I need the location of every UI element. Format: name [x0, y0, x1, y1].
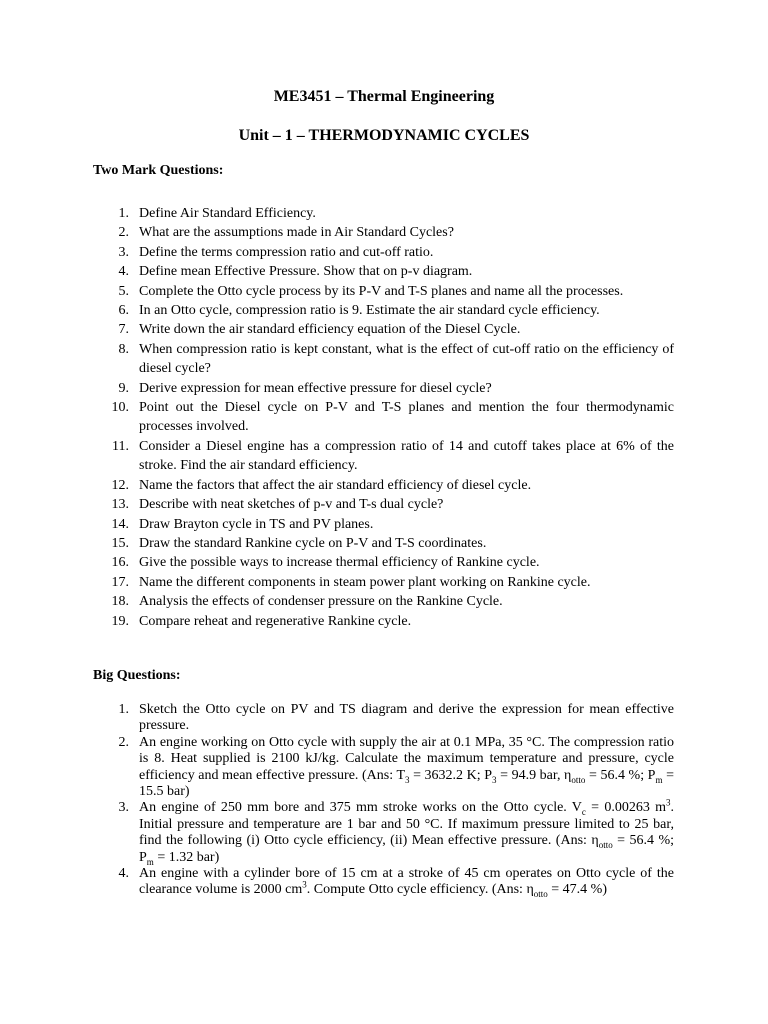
item-number: 5. — [118, 283, 129, 299]
list-item — [93, 735, 674, 801]
item-text: In an Otto cycle, compression ratio is 9. Estimate the air standard cycle efficiency. — [139, 303, 600, 319]
list-item — [93, 243, 674, 262]
item-text: Consider a Diesel engine has a compression ratio of 14 and cutoff takes place at 6% of the stroke. Find the air standard efficiency. — [139, 438, 674, 474]
two-mark-list — [93, 204, 674, 631]
list-item — [93, 592, 674, 611]
item-text: Define Air Standard Efficiency. — [139, 206, 316, 221]
item-text: Compare reheat and regenerative Rankine cycle. — [139, 613, 412, 629]
item-text: Name the factors that affect the air standard efficiency of diesel cycle. — [139, 477, 532, 493]
list-item — [93, 515, 674, 534]
item-number: 8. — [118, 341, 129, 357]
item-text: Complete the Otto cycle process by its P-V and T-S planes and name all the processes. — [139, 283, 624, 299]
list-item — [93, 282, 674, 301]
item-number: 14. — [111, 516, 129, 532]
item-number: 2. — [118, 734, 129, 750]
item-text: Analysis the effects of condenser pressure on the Rankine Cycle. — [139, 594, 503, 610]
list-item — [93, 262, 674, 281]
item-number: 9. — [118, 380, 129, 396]
item-number: 11. — [112, 438, 129, 454]
list-item — [93, 340, 674, 379]
big-questions-heading: Big Questions: — [93, 668, 181, 683]
item-number: 16. — [111, 555, 129, 571]
item-number: 13. — [111, 497, 129, 513]
item-text: What are the assumptions made in Air Standard Cycles? — [139, 225, 454, 241]
item-number: 4. — [118, 866, 129, 882]
item-number: 19. — [111, 613, 129, 629]
list-item — [93, 534, 674, 553]
item-number: 17. — [111, 574, 129, 590]
two-mark-heading: Two Mark Questions: — [93, 163, 224, 178]
item-number: 12. — [111, 477, 129, 493]
item-text: Write down the air standard efficiency equation of the Diesel Cycle. — [139, 322, 521, 338]
list-item — [93, 612, 674, 631]
item-text: When compression ratio is kept constant, what is the effect of cut-off ratio on the efficiency of diesel cycle? — [139, 341, 674, 377]
item-text: Draw the standard Rankine cycle on P-V and T-S coordinates. — [139, 535, 487, 551]
item-text: An engine with a cylinder bore of 15 cm at a stroke of 45 cm operates on Otto cycle of the clearance volume is 2000 $cm^3$. Compute Otto cycle efficiency. (Ans: $\eta_{otto} = 47.4$ %) — [139, 866, 674, 900]
item-text: Give the possible ways to increase thermal efficiency of Rankine cycle. — [139, 555, 540, 571]
item-number: 3. — [118, 800, 129, 816]
item-number: 3. — [118, 244, 129, 260]
list-item — [93, 320, 674, 339]
list-item — [93, 797, 674, 867]
item-text: Draw Brayton cycle in TS and PV planes. — [139, 516, 374, 532]
item-number: 6. — [118, 303, 129, 319]
item-number: 18. — [111, 594, 129, 610]
list-item — [93, 204, 674, 223]
item-number: 2. — [118, 225, 129, 241]
list-item — [93, 437, 674, 476]
course-title: ME3451 – Thermal Engineering — [273, 88, 495, 105]
item-text: Describe with neat sketches of p-v and T-s dual cycle? — [139, 497, 444, 513]
item-number: 10. — [111, 400, 129, 416]
list-item — [93, 223, 674, 242]
item-number: 7. — [118, 322, 129, 338]
item-number: 15. — [111, 535, 129, 551]
item-text: Derive expression for mean effective pressure for diesel cycle? — [139, 380, 492, 396]
item-text: An engine of 250 mm bore and 375 mm stroke works on the Otto cycle. $V_c = 0.00263$ $m^3$. Initial pressure and temperature are 1 bar and 50 °C. If maximum pressure limited to 25 bar, find the following (i) Otto cycle efficiency, (ii) Mean effective pressure. (Ans: $\eta_{otto} = 56.4$ %; $P_m = 1.32$ bar) — [139, 797, 674, 867]
list-item — [93, 398, 674, 437]
item-number: 1. — [118, 702, 129, 717]
list-item — [93, 702, 674, 735]
item-text: Sketch the Otto cycle on PV and TS diagram and derive the expression for mean effective pressure. — [139, 702, 674, 734]
item-text: Name the different components in steam power plant working on Rankine cycle. — [139, 574, 591, 590]
list-item — [93, 553, 674, 572]
item-text: An engine working on Otto cycle with supply the air at 0.1 MPa, 35 °C. The compression ratio is 8. Heat supplied is 2100 kJ/kg. Calculate the maximum temperature and pressure, cycle efficiency and mean effective pressure. (Ans: $T_3 = 3632.2$ K; $P_3 = 94.9$ bar, $\eta_{otto} = 56.4$ %; $P_m = 15.5$ bar) — [139, 734, 674, 800]
item-text: Define mean Effective Pressure. Show that on p-v diagram. — [139, 264, 473, 280]
item-text: Define the terms compression ratio and cut-off ratio. — [139, 244, 434, 260]
list-item — [93, 573, 674, 592]
item-number: 4. — [118, 264, 129, 280]
item-number: 1. — [118, 206, 129, 221]
unit-title: Unit – 1 – THERMODYNAMIC CYCLES — [238, 127, 530, 144]
list-item — [93, 301, 674, 320]
big-questions-list — [93, 702, 674, 899]
list-item — [93, 476, 674, 495]
item-text: Point out the Diesel cycle on P-V and T-S planes and mention the four thermodynamic processes involved. — [139, 400, 674, 435]
list-item — [93, 379, 674, 398]
list-item — [93, 495, 674, 514]
list-item — [93, 866, 674, 899]
